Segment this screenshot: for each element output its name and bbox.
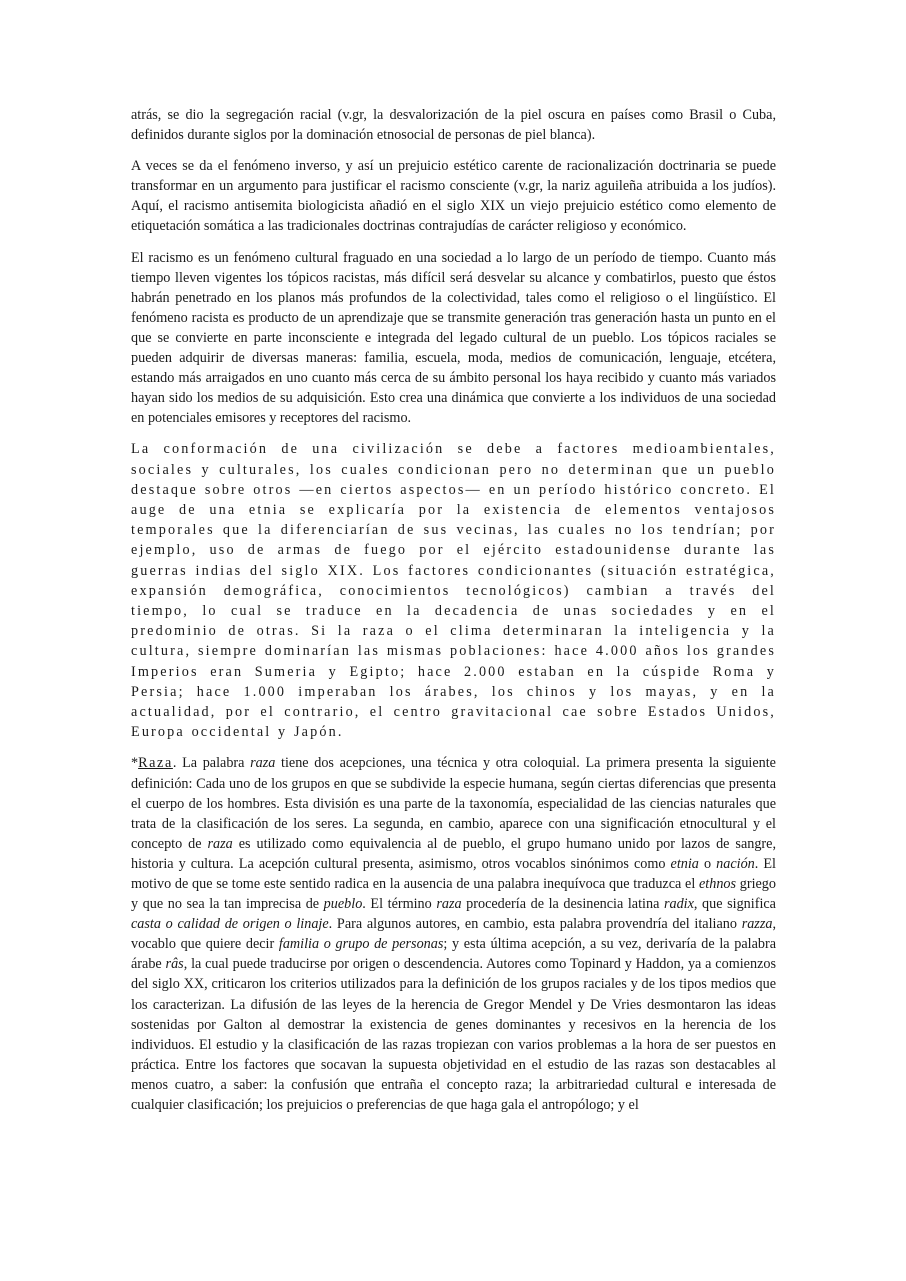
- text-run: griego y que no sea la tan imprecisa de: [131, 876, 776, 913]
- text-run: ; y esta última acepción, a su vez, derivaría de la palabra árabe: [131, 936, 776, 973]
- text-run: . Para algunos autores, en cambio, esta palabra provendría del italiano: [328, 916, 742, 933]
- text-run: o: [698, 855, 717, 872]
- italic-term: raza: [436, 896, 462, 913]
- italic-term: raza: [250, 755, 276, 772]
- text-run: procedería de la desinencia latina: [461, 896, 664, 913]
- paragraph-cultural-phenomenon: El racismo es un fenómeno cultural fraguado en una sociedad a lo largo de un período de tiempo. Cuanto más tiempo lleven vigentes los tópicos racistas, más difícil será desvelar su alcance y combatirlos, puesto que éstos habrán penetrado en los planos más profundos de la colectividad, tales como el religioso o el lingüístico. El fenómeno racista es producto de un aprendizaje que se transmite generación tras generación hasta un punto en el que se convierte en parte inconsciente e integrada del legado cultural de un pueblo. Los tópicos raciales se pueden adquirir de diversas maneras: familia, escuela, moda, medios de comunicación, lenguaje, etcétera, estando más arraigados en uno cuanto más cerca de su ámbito personal los haya recibido y cuanto más variados hayan sido los medios de su adquisición. Esto crea una dinámica que convierte a los individuos de una sociedad en potenciales emisores y receptores del racismo.: [131, 249, 776, 427]
- italic-term: nación: [716, 855, 755, 872]
- italic-term: radix: [663, 896, 694, 913]
- paragraph-inverse-phenomenon: A veces se da el fenómeno inverso, y así un prejuicio estético carente de racionalización doctrinaria se puede transformar en un argumento para justificar el racismo consciente (v.gr, la nariz aguileña atribuida a los judíos). Aquí, el racismo antisemita biologicista añadió en el siglo XIX un viejo prejuicio estético como elemento de etiquetación somática a las tradicionales doctrinas contrajudías de carácter religioso y económico.: [131, 158, 776, 235]
- italic-term: familia o grupo de personas: [278, 936, 444, 953]
- text-run: , la cual puede traducirse por origen o descendencia. Autores como Topinard y Haddon, ya a comienzos del siglo XX, criticaron los criterios utilizados para la definición de los grupos raciales y de los tipos medios que los caracterizan. La difusión de las leyes de la herencia de Gregor Mendel y De Vries desmontaron las ideas sostenidas por Galton al demostrar la existencia de genes dominantes y recesivos en la herencia de los individuos. El estudio y la clasificación de las razas tropiezan con varios problemas a la hora de ser puestos en práctica. Entre los factores que socavan la supuesta objetividad en el estudio de las razas son destacables al menos cuatro, a saber: la confusión que entraña el concepto raza; la arbitrariedad cultural e interesada de cualquier clasificación; los prejuicios o preferencias de que haga gala el antropólogo; y el: [131, 956, 776, 1114]
- text-run: es utilizado como equivalencia al de pueblo, el grupo humano unido por lazos de sangre, historia y cultura. La acepción cultural presenta, asimismo, otros vocablos sinónimos como: [131, 835, 776, 872]
- text-run: . El término: [362, 896, 437, 913]
- paragraph-segregation: atrás, se dio la segregación racial (v.gr, la desvalorización de la piel oscura en países como Brasil o Cuba, definidos durante siglos por la dominación etnosocial de personas de piel blanca).: [131, 107, 776, 144]
- asterisk-marker: *: [131, 755, 139, 772]
- italic-term: pueblo: [323, 896, 363, 913]
- text-run: . La palabra: [172, 755, 251, 772]
- text-run: . El motivo de que se tome este sentido radica en la ausencia de una palabra inequívoca que traduzca el: [131, 855, 776, 893]
- italic-term: razza: [741, 916, 773, 933]
- italic-term: raza: [207, 835, 233, 852]
- term-heading-raza: Raza: [138, 755, 173, 772]
- italic-term: râs: [165, 956, 184, 973]
- italic-term: etnia: [670, 855, 699, 872]
- paragraph-raza-definition: [131, 753, 776, 1115]
- paragraph-civilization: La conformación de una civilización se debe a factores medioambientales, sociales y culturales, los cuales condicionan pero no determinan que un pueblo destaque sobre otros —en ciertos aspectos— en un período histórico concreto. El auge de una etnia se explicaría por la existencia de elementos ventajosos temporales que la diferenciarían de sus vecinas, las cuales no los tendrían; por ejemplo, uso de armas de fuego por el ejército estadounidense durante las guerras indias del siglo XIX. Los factores condicionantes (situación estratégica, expansión demográfica, conocimientos tecnológicos) cambian a través del tiempo, lo cual se traduce en la decadencia de unas sociedades y en el predominio de otras. Si la raza o el clima determinaran la inteligencia y la cultura, siempre dominarían las mismas poblaciones: hace 4.000 años los grandes Imperios eran Sumeria y Egipto; hace 2.000 estaban en la cúspide Roma y Persia; hace 1.000 imperaban los árabes, los chinos y los mayas, y en la actualidad, por el contrario, el centro gravitacional cae sobre Estados Unidos, Europa occidental y Japón.: [131, 441, 776, 741]
- italic-term: ethnos: [698, 876, 737, 893]
- text-run: , vocablo que quiere decir: [131, 916, 776, 953]
- text-run: , que significa: [693, 896, 776, 913]
- document-page: [131, 105, 776, 1115]
- italic-term: casta o calidad de origen o linaje: [131, 916, 329, 933]
- text-run: tiene dos acepciones, una técnica y otra coloquial. La primera presenta la siguiente definición: Cada uno de los grupos en que se subdivide la especie humana, según ciertas diferencias que presenta el cuerpo de los hombres. Esta división es una parte de la taxonomía, especialidad de las ciencias naturales que trata de la clasificación de los seres. La segunda, en cambio, aparece con una significación etnocultural y el concepto de: [131, 755, 776, 852]
